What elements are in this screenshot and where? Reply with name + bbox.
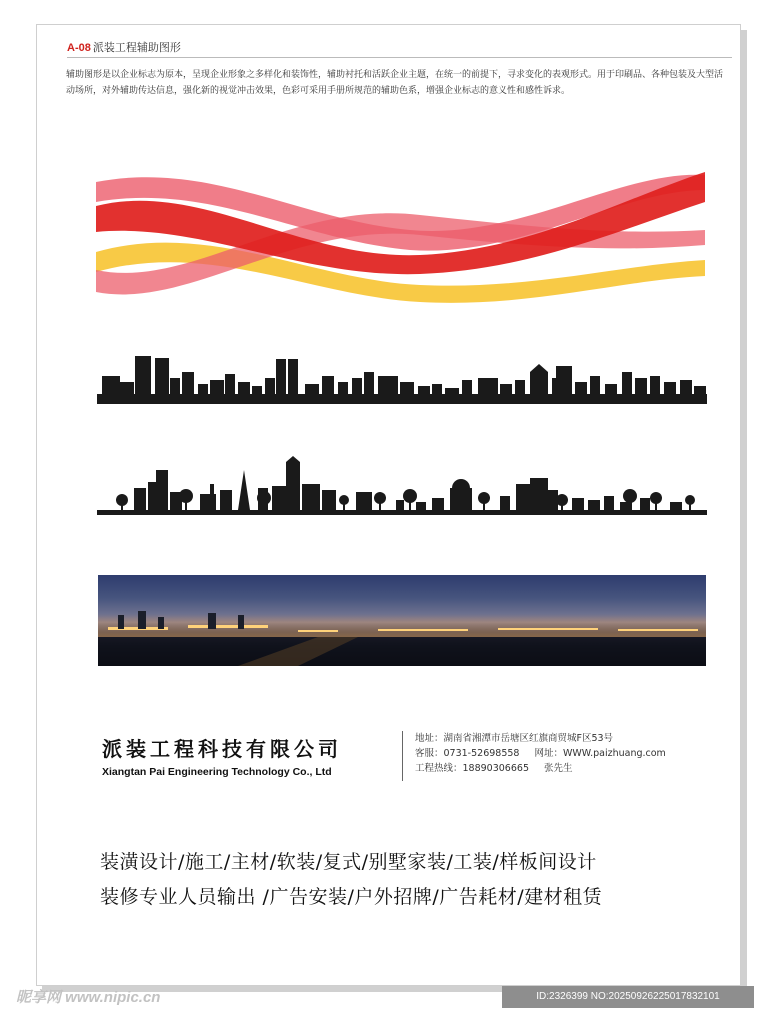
section-code: A-08: [67, 42, 91, 54]
header-divider: [67, 57, 732, 58]
services-line-2: 装修专业人员输出 /广告安装/户外招牌/广告耗材/建材租赁: [100, 886, 603, 908]
company-name-en: Xiangtan Pai Engineering Technology Co., Ltd: [102, 766, 332, 778]
contact-service-row: [415, 746, 666, 761]
section-title: 派装工程辅助图形: [92, 41, 181, 54]
page-header: [67, 39, 181, 55]
contact-hotline-row: [415, 761, 666, 776]
city-lights: [98, 575, 706, 666]
contact-address: 地址：湖南省湘潭市岳塘区红旗商贸城F区53号: [415, 733, 614, 744]
image-id-bar: ID:2326399 NO:20250926225017832101: [502, 986, 754, 1008]
site-watermark: 昵享网 www.nipic.cn: [16, 989, 161, 1006]
city-night-panorama-photo: [98, 575, 706, 666]
ribbon-graphic: [60, 160, 710, 330]
contact-info: [415, 731, 666, 776]
contact-person: 张先生: [544, 763, 573, 774]
company-contact-divider: [402, 731, 403, 781]
company-block: [102, 733, 342, 778]
contact-hotline: 工程热线：18890306665: [415, 763, 529, 774]
city-skyline-silhouette: [60, 330, 710, 410]
company-name-cn: 派装工程科技有限公司: [102, 737, 342, 761]
town-skyline-silhouette: [60, 448, 710, 523]
contact-service: 客服：0731-52698558: [415, 748, 520, 759]
description-text: 辅助图形是以企业标志为原本，呈现企业形象之多样化和装饰性，辅助衬托和活跃企业主题，在统一的前提下，寻求变化的表观形式。用于印刷品、各种包装及大型活动场所，对外辅助传达信息，强化新的视觉冲击效果，色彩可采用手册所规范的辅助色系，增强企业标志的意义性和感性诉求。: [66, 70, 724, 96]
contact-website: 网址：WWW.paizhuang.com: [534, 748, 666, 759]
services-line-1: 装潢设计/施工/主材/软装/复式/别墅家装/工装/样板间设计: [100, 851, 597, 873]
services-list: [100, 845, 720, 915]
